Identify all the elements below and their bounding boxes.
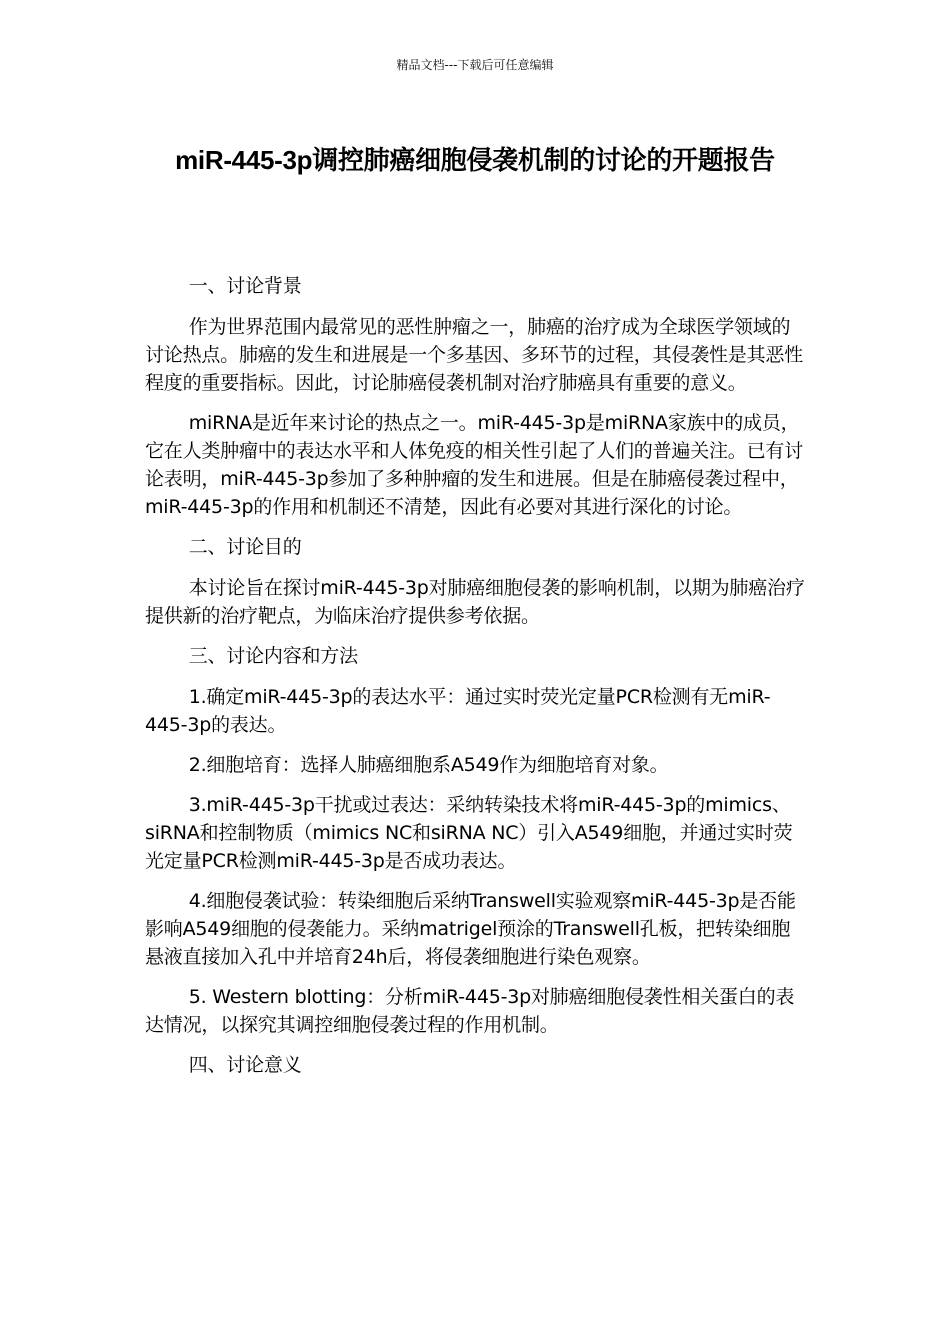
method-item-3: 3.miR-445-3p干扰或过表达：采纳转染技术将miR-445-3p的mimics、siRNA和控制物质（mimics NC和siRNA NC）引入A549细胞，并通过实时荧光定量PCR检测miR-445-3p是否成功表达。: [145, 794, 793, 872]
section-heading-methods: 三、讨论内容和方法: [188, 645, 358, 667]
method-item-1: 1.确定miR-445-3p的表达水平：通过实时荧光定量PCR检测有无miR-445-3p的表达。: [145, 686, 771, 736]
method-item-4: 4.细胞侵袭试验：转染细胞后采纳Transwell实验观察miR-445-3p是否能影响A549细胞的侵袭能力。采纳matrigel预涂的Transwell孔板，把转染细胞悬液直接加入孔中并培育24h后，将侵袭细胞进行染色观察。: [145, 890, 796, 968]
paragraph-background-2: miRNA是近年来讨论的热点之一。miR-445-3p是miRNA家族中的成员，它在人类肿瘤中的表达水平和人体免疫的相关性引起了人们的普遍关注。已有讨论表明，miR-445-3p参加了多种肿瘤的发生和进展。但是在肺癌侵袭过程中，miR-445-3p的作用和机制还不清楚，因此有必要对其进行深化的讨论。: [145, 412, 804, 518]
page-header: 精品文档---下载后可任意编辑: [396, 58, 554, 72]
section-heading-purpose: 二、讨论目的: [188, 536, 302, 558]
method-item-2: 2.细胞培育：选择人肺癌细胞系A549作为细胞培育对象。: [188, 754, 669, 776]
method-item-5: 5. Western blotting：分析miR-445-3p对肺癌细胞侵袭性相关蛋白的表达情况，以探究其调控细胞侵袭过程的作用机制。: [145, 986, 795, 1036]
paragraph-background-1: 作为世界范围内最常见的恶性肿瘤之一，肺癌的治疗成为全球医学领域的讨论热点。肺癌的发生和进展是一个多基因、多环节的过程，其侵袭性是其恶性程度的重要指标。因此，讨论肺癌侵袭机制对治疗肺癌具有重要的意义。: [145, 316, 804, 394]
section-heading-background: 一、讨论背景: [188, 275, 302, 297]
section-heading-significance: 四、讨论意义: [188, 1054, 302, 1076]
paragraph-purpose: 本讨论旨在探讨miR-445-3p对肺癌细胞侵袭的影响机制，以期为肺癌治疗提供新的治疗靶点，为临床治疗提供参考依据。: [145, 577, 805, 627]
document-title: miR-445-3p调控肺癌细胞侵袭机制的讨论的开题报告: [175, 145, 775, 175]
document-body: [145, 272, 807, 1092]
